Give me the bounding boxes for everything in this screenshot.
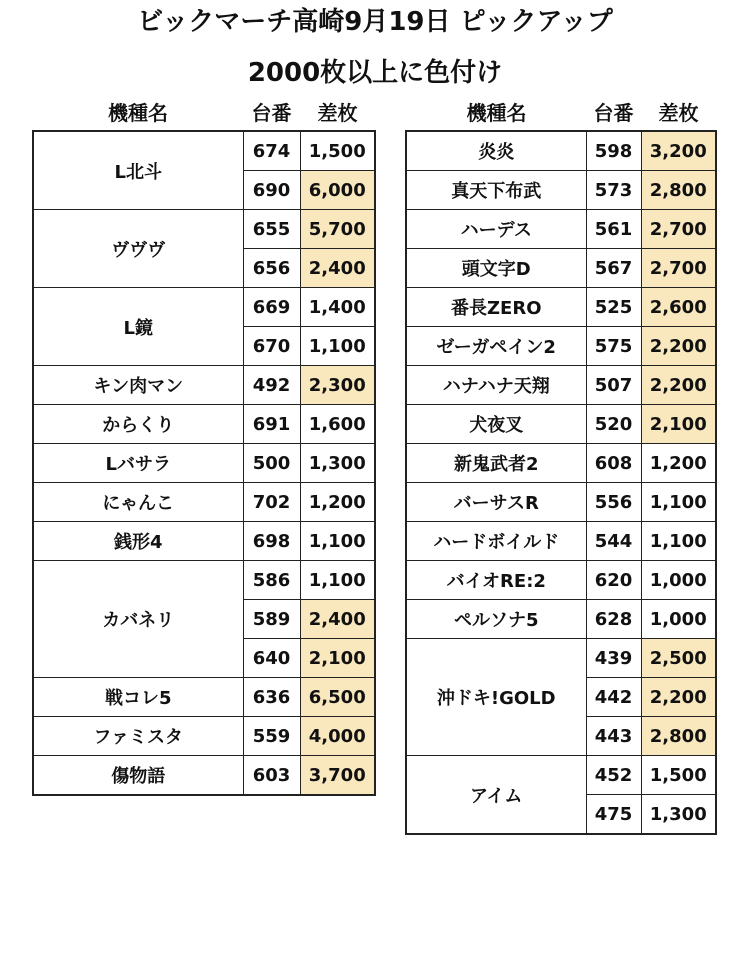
machine-name-cell: ハナハナ天翔 [406, 366, 586, 405]
table-row [33, 561, 375, 600]
table-row [406, 756, 716, 795]
page-subtitle: 2000枚以上に色付け [247, 58, 503, 88]
machine-number-cell: 544 [586, 522, 641, 561]
coin-difference-cell: 2,800 [641, 171, 716, 210]
coin-difference-cell: 5,700 [300, 210, 375, 249]
coin-difference-cell: 1,100 [300, 522, 375, 561]
left-header-diff: 差枚 [317, 101, 358, 125]
coin-difference-cell: 1,500 [300, 131, 375, 171]
right-results-table [405, 130, 717, 835]
machine-name-cell: 銭形4 [33, 522, 243, 561]
coin-difference-cell: 1,300 [300, 444, 375, 483]
coin-difference-cell: 2,100 [300, 639, 375, 678]
table-row [406, 171, 716, 210]
machine-number-cell: 443 [586, 717, 641, 756]
left-results-table [32, 130, 376, 796]
coin-difference-cell: 2,200 [641, 678, 716, 717]
machine-name-cell: にゃんこ [33, 483, 243, 522]
coin-difference-cell: 2,400 [300, 600, 375, 639]
machine-name-cell: カバネリ [33, 561, 243, 678]
machine-number-cell: 520 [586, 405, 641, 444]
machine-name-cell: L北斗 [33, 131, 243, 210]
machine-number-cell: 608 [586, 444, 641, 483]
machine-name-cell: Lバサラ [33, 444, 243, 483]
machine-name-cell: ヴヴヴ [33, 210, 243, 288]
coin-difference-cell: 2,700 [641, 210, 716, 249]
machine-name-cell: 炎炎 [406, 131, 586, 171]
machine-number-cell: 525 [586, 288, 641, 327]
machine-name-cell: 傷物語 [33, 756, 243, 796]
left-header-machine: 機種名 [108, 101, 168, 125]
table-row [33, 405, 375, 444]
machine-name-cell: ファミスタ [33, 717, 243, 756]
table-row [33, 522, 375, 561]
table-row [33, 678, 375, 717]
machine-number-cell: 669 [243, 288, 300, 327]
table-row [406, 210, 716, 249]
right-header-number: 台番 [593, 101, 634, 125]
machine-number-cell: 452 [586, 756, 641, 795]
left-header-number: 台番 [251, 101, 292, 125]
table-row [406, 366, 716, 405]
machine-name-cell: 新鬼武者2 [406, 444, 586, 483]
coin-difference-cell: 2,200 [641, 366, 716, 405]
machine-name-cell: ゼーガペイン2 [406, 327, 586, 366]
coin-difference-cell: 1,000 [641, 600, 716, 639]
table-row [406, 639, 716, 678]
machine-number-cell: 507 [586, 366, 641, 405]
machine-number-cell: 475 [586, 795, 641, 835]
table-row [33, 210, 375, 249]
table-row [406, 405, 716, 444]
coin-difference-cell: 3,200 [641, 131, 716, 171]
machine-name-cell: 番長ZERO [406, 288, 586, 327]
machine-number-cell: 589 [243, 600, 300, 639]
table-row [33, 756, 375, 796]
machine-number-cell: 439 [586, 639, 641, 678]
table-row [406, 444, 716, 483]
machine-name-cell: 真天下布武 [406, 171, 586, 210]
coin-difference-cell: 1,200 [300, 483, 375, 522]
machine-number-cell: 698 [243, 522, 300, 561]
coin-difference-cell: 1,400 [300, 288, 375, 327]
machine-number-cell: 656 [243, 249, 300, 288]
table-row [406, 600, 716, 639]
right-header-diff: 差枚 [658, 101, 699, 125]
machine-number-cell: 690 [243, 171, 300, 210]
machine-number-cell: 655 [243, 210, 300, 249]
machine-number-cell: 561 [586, 210, 641, 249]
machine-number-cell: 640 [243, 639, 300, 678]
table-row [406, 522, 716, 561]
machine-name-cell: キン肉マン [33, 366, 243, 405]
machine-number-cell: 670 [243, 327, 300, 366]
machine-number-cell: 492 [243, 366, 300, 405]
coin-difference-cell: 2,100 [641, 405, 716, 444]
coin-difference-cell: 2,400 [300, 249, 375, 288]
table-row [33, 717, 375, 756]
coin-difference-cell: 3,700 [300, 756, 375, 796]
coin-difference-cell: 6,000 [300, 171, 375, 210]
coin-difference-cell: 1,200 [641, 444, 716, 483]
table-row [406, 288, 716, 327]
machine-number-cell: 620 [586, 561, 641, 600]
machine-number-cell: 636 [243, 678, 300, 717]
coin-difference-cell: 1,100 [641, 483, 716, 522]
coin-difference-cell: 2,800 [641, 717, 716, 756]
machine-number-cell: 586 [243, 561, 300, 600]
table-row [33, 366, 375, 405]
machine-number-cell: 691 [243, 405, 300, 444]
coin-difference-cell: 2,600 [641, 288, 716, 327]
table-row [33, 444, 375, 483]
table-row [406, 561, 716, 600]
table-row [33, 131, 375, 171]
machine-name-cell: ハーデス [406, 210, 586, 249]
machine-name-cell: 戦コレ5 [33, 678, 243, 717]
machine-name-cell: 犬夜叉 [406, 405, 586, 444]
machine-name-cell: ハードボイルド [406, 522, 586, 561]
machine-number-cell: 702 [243, 483, 300, 522]
machine-number-cell: 556 [586, 483, 641, 522]
coin-difference-cell: 1,100 [641, 522, 716, 561]
machine-number-cell: 442 [586, 678, 641, 717]
coin-difference-cell: 2,700 [641, 249, 716, 288]
machine-name-cell: 沖ドキ!GOLD [406, 639, 586, 756]
table-row [406, 483, 716, 522]
machine-number-cell: 575 [586, 327, 641, 366]
machine-name-cell: アイム [406, 756, 586, 835]
machine-number-cell: 628 [586, 600, 641, 639]
machine-number-cell: 500 [243, 444, 300, 483]
machine-number-cell: 674 [243, 131, 300, 171]
page-title: ビックマーチ高崎9月19日 ピックアップ [137, 7, 613, 37]
machine-number-cell: 573 [586, 171, 641, 210]
machine-number-cell: 567 [586, 249, 641, 288]
coin-difference-cell: 1,100 [300, 327, 375, 366]
table-row [406, 249, 716, 288]
coin-difference-cell: 1,600 [300, 405, 375, 444]
machine-number-cell: 598 [586, 131, 641, 171]
coin-difference-cell: 1,100 [300, 561, 375, 600]
coin-difference-cell: 2,300 [300, 366, 375, 405]
machine-name-cell: 頭文字D [406, 249, 586, 288]
coin-difference-cell: 4,000 [300, 717, 375, 756]
coin-difference-cell: 1,000 [641, 561, 716, 600]
machine-name-cell: L鏡 [33, 288, 243, 366]
coin-difference-cell: 1,500 [641, 756, 716, 795]
table-row [33, 483, 375, 522]
table-row [406, 327, 716, 366]
machine-name-cell: バイオRE:2 [406, 561, 586, 600]
machine-name-cell: からくり [33, 405, 243, 444]
machine-number-cell: 559 [243, 717, 300, 756]
machine-name-cell: ペルソナ5 [406, 600, 586, 639]
coin-difference-cell: 2,500 [641, 639, 716, 678]
right-header-machine: 機種名 [466, 101, 527, 125]
table-row [406, 131, 716, 171]
machine-name-cell: バーサスR [406, 483, 586, 522]
coin-difference-cell: 6,500 [300, 678, 375, 717]
coin-difference-cell: 2,200 [641, 327, 716, 366]
machine-number-cell: 603 [243, 756, 300, 796]
table-row [33, 288, 375, 327]
coin-difference-cell: 1,300 [641, 795, 716, 835]
